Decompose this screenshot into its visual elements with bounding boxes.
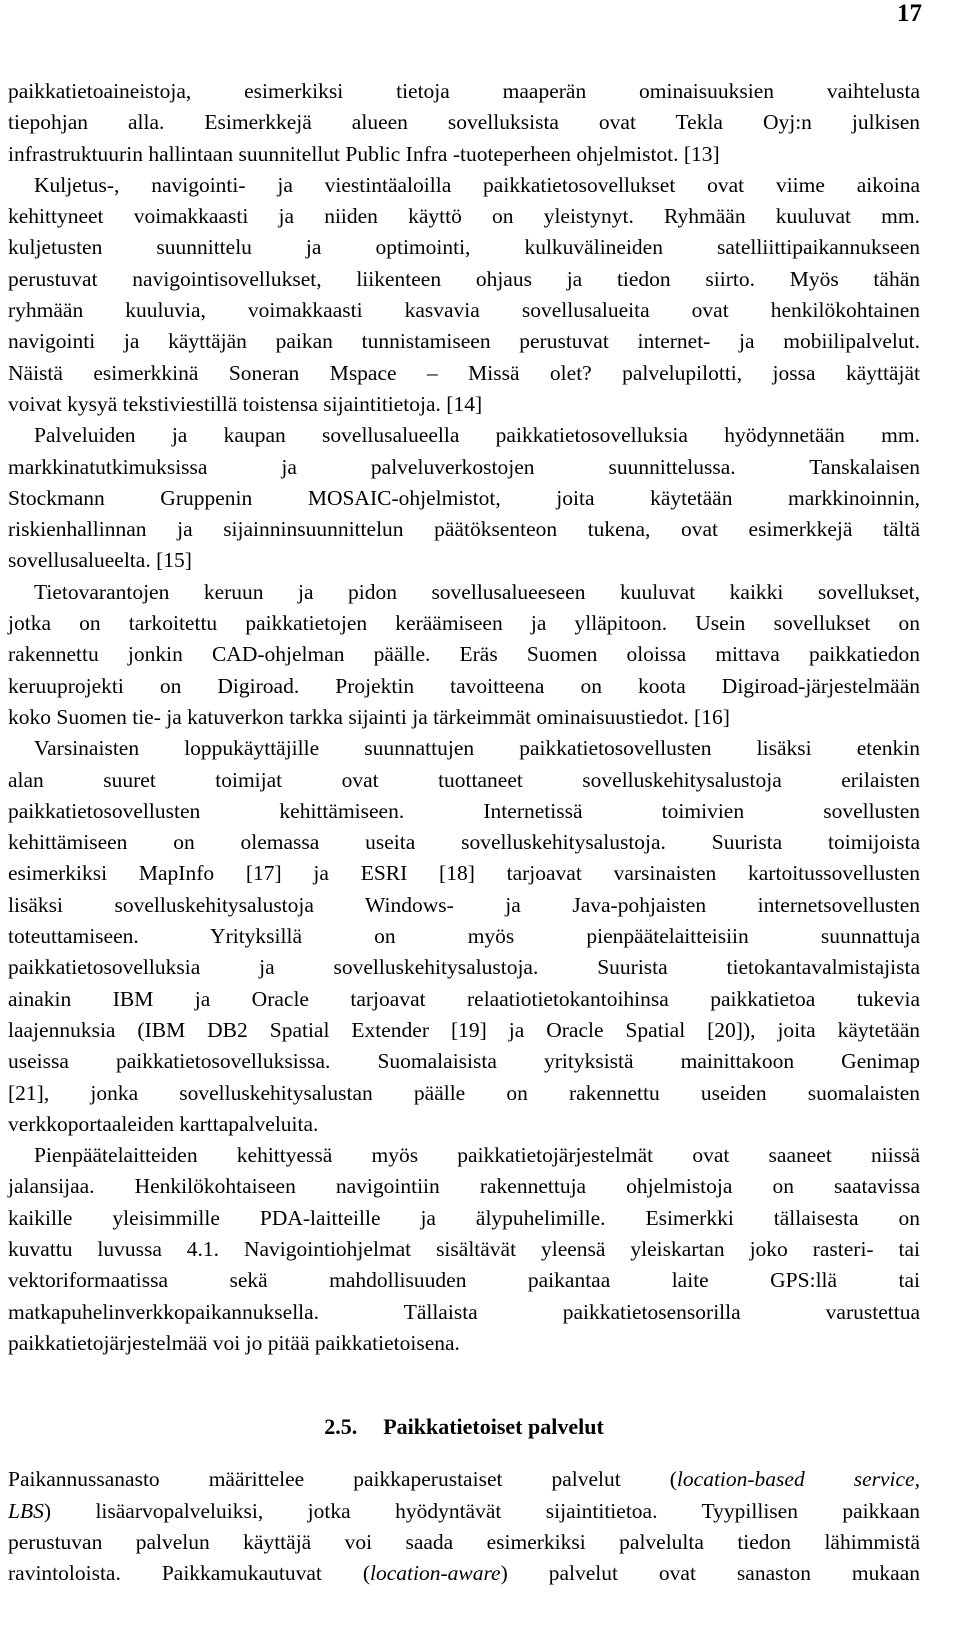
text-line: paikkatietoaineistoja, esimerkiksi tietoja maaperän ominaisuuksien vaihtelusta bbox=[8, 79, 920, 103]
paragraph-5 bbox=[8, 733, 920, 1140]
text-line: Varsinaisten loppukäyttäjille suunnattujen paikkatietosovellusten lisäksi etenkin bbox=[34, 736, 920, 761]
text-line: kuvattu luvussa 4.1. Navigointiohjelmat sisältävät yleensä yleiskartan joko rasteri- tai bbox=[8, 1236, 920, 1261]
text-line: ryhmään kuuluvia, voimakkaasti kasvavia sovellusalueita ovat henkilökohtainen bbox=[8, 298, 920, 323]
text-line: Palveluiden ja kaupan sovellusalueella paikkatietosovelluksia hyödynnetään mm. bbox=[34, 423, 920, 448]
text-run: Paikannussanasto määrittelee paikkaperustaiset palvelut ( bbox=[8, 1467, 677, 1492]
text-line: Näistä esimerkkinä Soneran Mspace – Missä olet? palvelupilotti, jossa käyttäjät bbox=[8, 360, 920, 385]
text-line: laajennuksia (IBM DB2 Spatial Extender [19] ja Oracle Spatial [20]), joita käytetään bbox=[8, 1017, 920, 1042]
text-line: koko Suomen tie- ja katuverkon tarkka sijainti ja tärkeimmät ominaisuustiedot. [16] bbox=[8, 704, 730, 729]
text-line: vektoriformaatissa sekä mahdollisuuden paikantaa laite GPS:llä tai bbox=[8, 1268, 920, 1293]
text-line: ainakin IBM ja Oracle tarjoavat relaatiotietokantoihinsa paikkatietoa tukevia bbox=[8, 986, 920, 1011]
text-line: jalansijaa. Henkilökohtaiseen navigointiin rakennettuja ohjelmistoja on saatavissa bbox=[8, 1174, 920, 1199]
text-line: kehittyneet voimakkaasti ja niiden käyttö on yleistynyt. Ryhmään kuuluvat mm. bbox=[8, 204, 920, 229]
paragraph-3 bbox=[8, 420, 920, 576]
page-number: 17 bbox=[897, 0, 922, 27]
text-line: Tietovarantojen keruun ja pidon sovellusalueeseen kuuluvat kaikki sovellukset, bbox=[34, 579, 920, 604]
text-line: keruuprojekti on Digiroad. Projektin tavoitteena on koota Digiroad-järjestelmään bbox=[8, 673, 920, 698]
text-line: Stockmann Gruppenin MOSAIC-ohjelmistot, joita käytetään markkinoinnin, bbox=[8, 485, 920, 510]
text-run: ravintoloista. Paikkamukautuvat ( bbox=[8, 1561, 370, 1586]
text-line: infrastruktuurin hallintaan suunnitellut Public Infra -tuoteperheen ohjelmistot. [13] bbox=[8, 141, 720, 166]
text-line: paikkatietojärjestelmää voi jo pitää paikkatietoisena. bbox=[8, 1330, 460, 1355]
text-line: sovellusalueelta. [15] bbox=[8, 548, 192, 573]
spacer bbox=[8, 1390, 920, 1410]
paragraph-2 bbox=[8, 170, 920, 420]
text-line: paikkatietosovellusten kehittämiseen. Internetissä toimivien sovellusten bbox=[8, 798, 920, 823]
text-run: ) lisäarvopalveluiksi, jotka hyödyntävät sijaintitietoa. Tyypillisen paikkaan bbox=[43, 1498, 920, 1523]
text-line: perustuvan palvelun käyttäjä voi saada esimerkiksi palvelulta tiedon lähimmistä bbox=[8, 1530, 920, 1555]
text-line: alan suuret toimijat ovat tuottaneet sovelluskehitysalustoja erilaisten bbox=[8, 767, 920, 792]
italic-term: LBS bbox=[8, 1498, 44, 1523]
text-line: perustuvat navigointisovellukset, liikenteen ohjaus ja tiedon siirto. Myös tähän bbox=[8, 266, 920, 291]
text-line: toteuttamiseen. Yrityksillä on myös pienpäätelaitteisiin suunnattuja bbox=[8, 924, 920, 949]
text-line: markkinatutkimuksissa ja palveluverkostojen suunnittelussa. Tanskalaisen bbox=[8, 454, 920, 479]
text-line: Kuljetus-, navigointi- ja viestintäaloilla paikkatietosovellukset ovat viime aikoina bbox=[34, 172, 920, 197]
paragraph-4 bbox=[8, 577, 920, 733]
text-line: useissa paikkatietosovelluksissa. Suomalaisista yrityksistä mainittakoon Genimap bbox=[8, 1049, 920, 1074]
text-line: rakennettu jonkin CAD-ohjelman päälle. Eräs Suomen oloissa mittava paikkatiedon bbox=[8, 642, 920, 667]
text-line: paikkatietosovelluksia ja sovelluskehitysalustoja. Suurista tietokantavalmistajista bbox=[8, 955, 920, 980]
text-line bbox=[8, 1464, 920, 1495]
text-line: navigointi ja käyttäjän paikan tunnistamiseen perustuvat internet- ja mobiilipalvelut. bbox=[8, 329, 920, 354]
italic-term: location-based service, bbox=[676, 1467, 920, 1492]
section-number: 2.5. bbox=[324, 1414, 358, 1440]
italic-term: location-aware bbox=[369, 1561, 501, 1586]
paragraph-1 bbox=[8, 76, 920, 170]
section-title: Paikkatietoiset palvelut bbox=[383, 1414, 604, 1440]
text-run: ) palvelut ovat sanaston mukaan bbox=[500, 1561, 920, 1586]
section-heading bbox=[8, 1410, 920, 1444]
text-line: Pienpäätelaitteiden kehittyessä myös paikkatietojärjestelmät ovat saaneet niissä bbox=[34, 1143, 920, 1168]
spacer bbox=[8, 1444, 920, 1464]
text-line: tiepohjan alla. Esimerkkejä alueen sovelluksista ovat Tekla Oyj:n julkisen bbox=[8, 110, 920, 135]
text-line: jotka on tarkoitettu paikkatietojen keräämiseen ja ylläpitoon. Usein sovellukset on bbox=[8, 611, 920, 636]
text-line: kuljetusten suunnittelu ja optimointi, kulkuvälineiden satelliittipaikannukseen bbox=[8, 235, 920, 260]
text-line: verkkoportaaleiden karttapalveluita. bbox=[8, 1111, 319, 1136]
text-line: voivat kysyä tekstiviestillä toistensa sijaintitietoja. [14] bbox=[8, 391, 483, 416]
text-line: riskienhallinnan ja sijainninsuunnittelun päätöksenteon tukena, ovat esimerkkejä tältä bbox=[8, 517, 920, 542]
spacer bbox=[8, 1359, 920, 1390]
text-line: kehittämiseen on olemassa useita sovelluskehitysalustoja. Suurista toimijoista bbox=[8, 830, 920, 855]
text-line bbox=[8, 1496, 920, 1527]
text-line: esimerkiksi MapInfo [17] ja ESRI [18] tarjoavat varsinaisten kartoitussovellusten bbox=[8, 861, 920, 886]
text-line: lisäksi sovelluskehitysalustoja Windows- ja Java-pohjaisten internetsovellusten bbox=[8, 892, 920, 917]
text-line bbox=[8, 1558, 920, 1589]
text-line: [21], jonka sovelluskehitysalustan päälle on rakennettu useiden suomalaisten bbox=[8, 1080, 920, 1105]
document-body bbox=[8, 76, 920, 1590]
paragraph-7 bbox=[8, 1464, 920, 1589]
text-line: kaikille yleisimmille PDA-laitteille ja älypuhelimille. Esimerkki tällaisesta on bbox=[8, 1205, 920, 1230]
text-line: matkapuhelinverkkopaikannuksella. Tällaista paikkatietosensorilla varustettua bbox=[8, 1299, 920, 1324]
paragraph-6 bbox=[8, 1140, 920, 1359]
